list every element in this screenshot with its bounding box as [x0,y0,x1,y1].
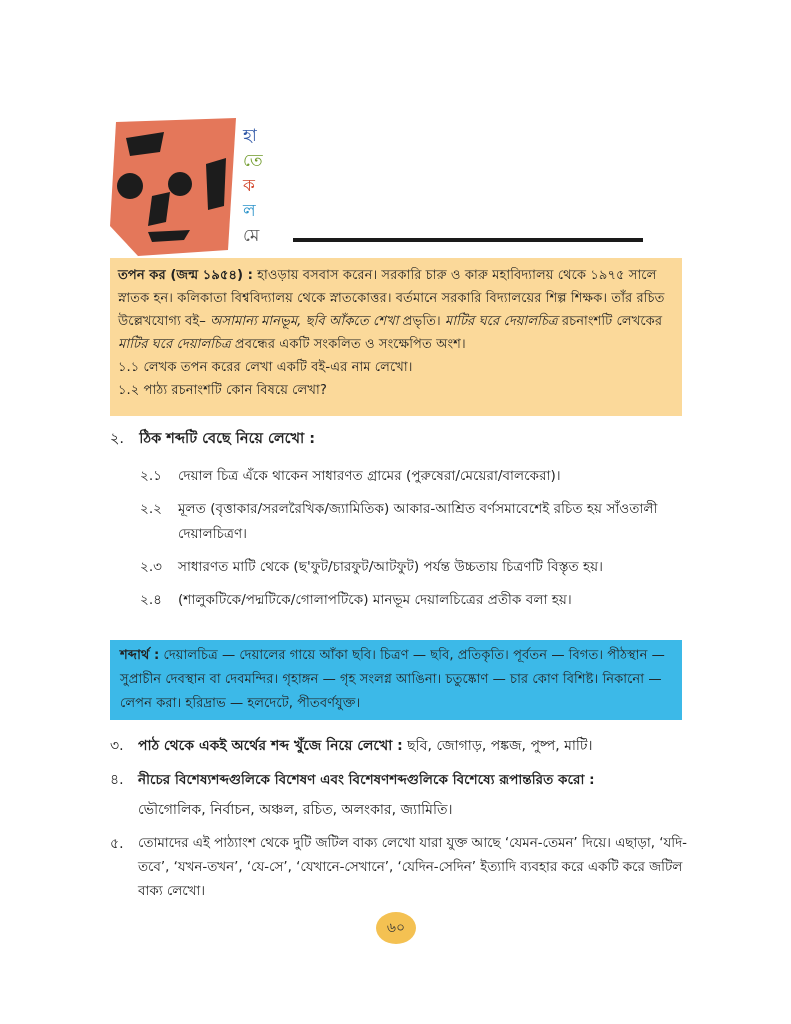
section-number: ৩. [110,738,124,754]
author-bio-text: রচনাংশটি লেখকের [557,314,663,329]
section-words: ভৌগোলিক, নির্বাচন, অঞ্চল, রচিত, অলংকার, জ্যামিতি। [138,802,453,818]
glossary-body: দেয়ালচিত্র — দেয়ালের গায়ে আঁকা ছবি। চিত্রণ — ছবি, প্রতিকৃতি। পূর্বতন — বিগত। পীঠস্থান — সুপ্রাচীন দেবস্থান বা দেবমন্দির। গৃহাঙ্গন — গৃহ সংলগ্ন আঙিনা। চতুষ্কোণ — চার কোণ বিশিষ্ট। নিকানো — লেপন করা। হরিদ্রাভ — হলদেটে, পীতবর্ণযুক্ত। [120,648,665,711]
header-rule [293,238,643,242]
header-letter: ক [243,176,255,196]
essay-title: মাটির ঘরে দেয়ালচিত্র [118,337,231,352]
list-item [110,555,690,580]
author-books: অসামান্য মানভূম, ছবি আঁকতে শেখা [209,314,399,329]
author-bio-text: প্রবন্ধের একটি সংকলিত ও সংক্ষেপিত অংশ। [230,337,466,352]
section-2 [110,428,690,621]
item-number: ২.৪ [140,592,162,608]
header-vertical-word [243,124,273,249]
section-heading-text: ঠিক শব্দটি বেছে নিয়ে লেখো : [139,431,316,447]
item-text: সাধারণত মাটি থেকে (ছ'ফুট/চারফুট/আটফুট) পর্যন্ত উচ্চতায় চিত্রণটি বিস্তৃত হয়। [178,559,604,575]
section-5 [110,832,690,904]
section-words: ছবি, জোগাড়, পঙ্কজ, পুষ্প, মাটি। [402,738,593,754]
header-letter: হা [243,126,257,146]
item-text: মূলত (বৃত্তাকার/সরলরৈখিক/জ্যামিতিক) আকার-আশ্রিত বর্ণসমাবেশেই রচিত হয় সাঁওতালী দেয়ালচিত্রণ। [178,501,658,542]
section-4 [110,768,690,822]
list-item [110,464,690,489]
section-number: ৪. [110,772,124,788]
glossary-label: শব্দার্থ : [120,648,160,663]
author-bio [110,258,682,356]
header-letter: ল [243,201,256,221]
author-bio-text: প্রভৃতি। [398,314,445,329]
glossary-box [110,640,682,720]
item-number: ২.১ [140,468,162,484]
author-bio-text: হাওড়ায় বসবাস করেন। সরকারি চারু ও কারু মহাবিদ্যালয় থেকে ১৯৭৫ সালে স্নাতক হন। কলিকাতা বিশ্ববিদ্যালয় থেকে স্নাতকোত্তর। বর্তমানে সরকারি বিদ্যালয়ের শিল্প শিক্ষক। তাঁর রচিত উল্লেখযোগ্য বই– [118,268,665,329]
section-number: ২. [110,431,125,447]
author-label: তপন কর (জন্ম ১৯৫৪) : [118,268,253,283]
section-text: তোমাদের এই পাঠ্যাংশ থেকে দুটি জটিল বাক্য লেখো যারা যুক্ত আছে ‘যেমন-তেমন’ দিয়ে। এছাড়া, ‘যদি-তবে’, ‘যখন-তখন’, ‘যে-সে’, ‘যেখানে-সেখানে’, ‘যেদিন-সেদিন’ ইত্যাদি ব্যবহার করে একটি করে জটিল বাক্য লেখো। [138,836,687,899]
list-item [110,588,690,613]
glossary-text [110,640,682,720]
page-number: ৬০ [376,912,416,944]
essay-title: মাটির ঘরে দেয়ালচিত্র [444,314,558,329]
section-heading-text: পাঠ থেকে একই অর্থের শব্দ খুঁজে নিয়ে লেখো : [138,738,403,754]
item-text: (শালুকটিকে/পদ্মটিকে/গোলাপটিকে) মানভূম দেয়ালচিত্রের প্রতীক বলা হয়। [178,592,572,608]
header-letter: তে [243,151,263,171]
list-item [110,497,690,547]
mask-illustration [108,118,238,258]
section-2-heading [110,428,690,452]
section-number: ৫. [110,836,124,852]
item-text: দেয়াল চিত্র এঁকে থাকেন সাধারণত গ্রামের (পুরুষেরা/মেয়েরা/বালকেরা)। [178,468,561,484]
header-letter: মে [243,226,260,246]
question-1-1: ১.১ লেখক তপন করের লেখা একটি বই-এর নাম লেখো। [118,360,413,375]
question-1-2: ১.২ পাঠ্য রচনাংশটি কোন বিষয়ে লেখা? [118,383,327,398]
author-info-box [110,258,682,416]
section-heading-text: নীচের বিশেষ্যশব্দগুলিকে বিশেষণ এবং বিশেষণশব্দগুলিকে বিশেষ্যে রূপান্তরিত করো : [138,772,595,788]
item-number: ২.২ [140,501,162,517]
item-number: ২.৩ [140,559,162,575]
section-3 [110,734,690,758]
